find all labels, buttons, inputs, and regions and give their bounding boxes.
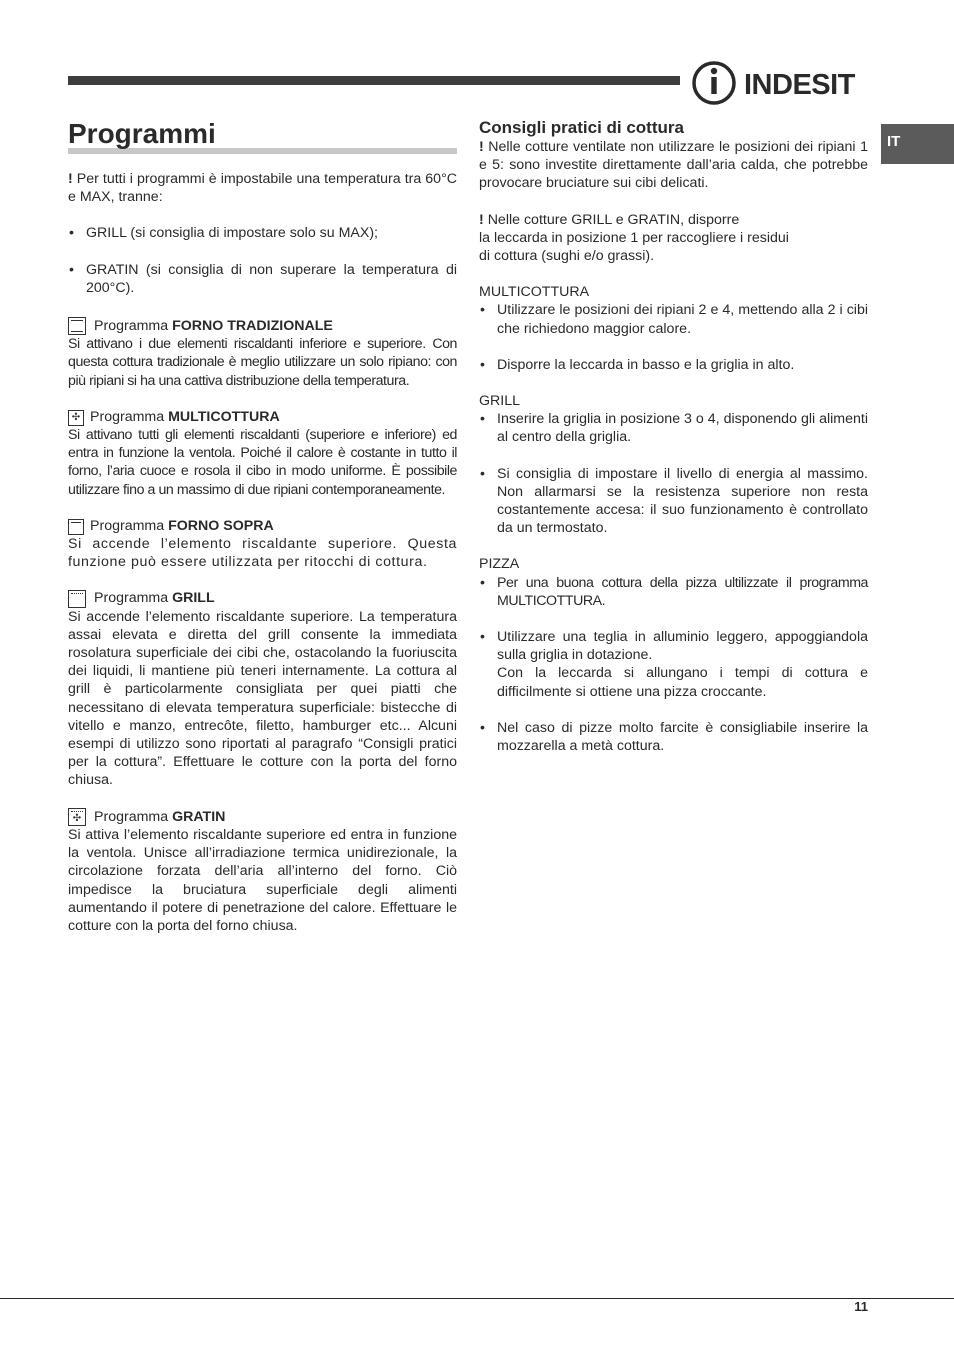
program-description: Si accende l’elemento riscaldante superiore. La temperatura assai elevata e diretta del grill consente la immediata rosolatura superficiale dei cibi che, ostacolando la fuoriuscita dei liquidi, li mantiene più teneri internamente. La cottura al grill è particolarmente consigliata per quei piatti che necessitano di elevata temperatura superficiale: bistecche di vitello e manzo, entrecôte, filetto, hamburger etc... Alcuni esempi di utilizzo sono riportati al paragrafo “Consigli pratici per la cottura”. Effettuare le cotture con la porta del forno chiusa.: [68, 608, 457, 789]
list-item: • Utilizzare le posizioni dei ripiani 2 e 4, mettendo alla 2 i cibi che richiedono maggior calore.: [479, 301, 868, 337]
program-description: Si attivano i due elementi riscaldanti inferiore e superiore. Con questa cottura tradizionale è meglio utilizzare un solo ripiano: con più ripiani si ha una cattiva distribuzione della temperatura.: [68, 336, 457, 389]
grill-gratin-note: ! Nelle cotture GRILL e GRATIN, disporre la leccarda in posizione 1 per raccogliere i residui di cottura (sughi e/o grassi).: [479, 211, 789, 265]
exceptions-list: [68, 224, 457, 297]
gratin-fan-grill-icon: ✣: [68, 808, 86, 826]
bottom-top-heat-icon: [68, 317, 86, 335]
program-heading: ✣ Programma GRATIN: [68, 808, 457, 826]
program-heading: Programma FORNO SOPRA: [68, 517, 457, 535]
list-item: • Disporre la leccarda in basso e la griglia in alto.: [479, 356, 868, 374]
footer-rule: [0, 1298, 954, 1299]
list-item: • GRILL (si consiglia di impostare solo su MAX);: [68, 224, 457, 242]
left-column: [68, 118, 457, 935]
list-item: • Si consiglia di impostare il livello di energia al massimo. Non allarmarsi se la resistenza superiore non resta costantemente accesa: il suo funzionamento è controllato da un termostato.: [479, 465, 868, 538]
warning-mark: !: [68, 171, 73, 187]
indesit-logo: [692, 58, 870, 108]
program-heading: Programma FORNO TRADIZIONALE: [68, 317, 457, 335]
page-title: Programmi: [68, 118, 216, 149]
language-tab[interactable]: IT: [881, 124, 954, 164]
right-column: [479, 118, 868, 755]
program-description: Si attiva l’elemento riscaldante superiore ed entra in funzione la ventola. Unisce all’irradiazione termica unidirezionale, la circolazione forzata dell’aria all’interno del forno. Ciò impedisce la bruciatura superficiale degli alimenti aumentando il potere di penetrazione del calore. Effettuare le cotture con la porta del forno chiusa.: [68, 826, 457, 934]
program-heading: ✣ Programma MULTICOTTURA: [68, 408, 457, 426]
indesit-logo-graphic: [692, 58, 870, 108]
list-item: • Nel caso di pizze molto farcite è consigliabile inserire la mozzarella a metà cottura.: [479, 719, 868, 755]
fan-heat-icon: ✣: [68, 410, 84, 426]
list-item: • Per una buona cottura della pizza ultilizzate il programma MULTICOTTURA.: [479, 574, 868, 610]
list-item-continuation: Con la leccarda si allungano i tempi di cottura e difficilmente si ottiene una pizza croccante.: [497, 665, 868, 700]
program-description: Si attivano tutti gli elementi riscaldanti (superiore e inferiore) ed entra in funzione la ventola. Poiché il calore è costante in tutto il forno, l’aria cuoce e rosola il cibo in modo uniforme. È possibile utilizzare fino a un massimo di due ripiani contemporaneamente.: [68, 427, 457, 498]
intro-paragraph: ! Per tutti i programmi è impostabile una temperatura tra 60°C e MAX, tranne:: [68, 171, 457, 206]
list-item: • Utilizzare una teglia in alluminio leggero, appoggiandola sulla griglia in dotazione. Con la leccarda si allungano i tempi di cottura e difficilmente si ottiene una pizza croccante.: [479, 628, 868, 701]
svg-text:INDESIT: INDESIT: [744, 69, 855, 101]
page-number: 11: [854, 1299, 868, 1314]
section-title: Consigli pratici di cottura: [479, 118, 684, 137]
subsection-heading: PIZZA: [479, 556, 520, 573]
warning-mark: !: [479, 139, 484, 155]
tips-list: [479, 301, 868, 374]
subsection-heading: GRILL: [479, 393, 521, 410]
header-rule: [68, 76, 680, 85]
grill-icon: [68, 590, 86, 608]
subsection-heading: MULTICOTTURA: [479, 284, 590, 301]
warning-mark: !: [479, 211, 484, 228]
list-item: • GRATIN (si consiglia di non superare la temperatura di 200°C).: [68, 261, 457, 297]
tips-list: [479, 574, 868, 756]
program-description: Si accende l’elemento riscaldante superiore. Questa funzione può essere utilizzata per ritocchi di cottura.: [68, 536, 457, 571]
tips-list: [479, 410, 868, 537]
top-heat-icon: [68, 519, 84, 535]
ventilated-note: ! Nelle cotture ventilate non utilizzare le posizioni dei ripiani 1 e 5: sono investite direttamente dall’aria calda, che potrebbe provocare bruciature sui cibi delicati.: [479, 139, 868, 192]
program-heading: Programma GRILL: [68, 589, 457, 607]
list-item: • Inserire la griglia in posizione 3 o 4, disponendo gli alimenti al centro della griglia.: [479, 410, 868, 446]
